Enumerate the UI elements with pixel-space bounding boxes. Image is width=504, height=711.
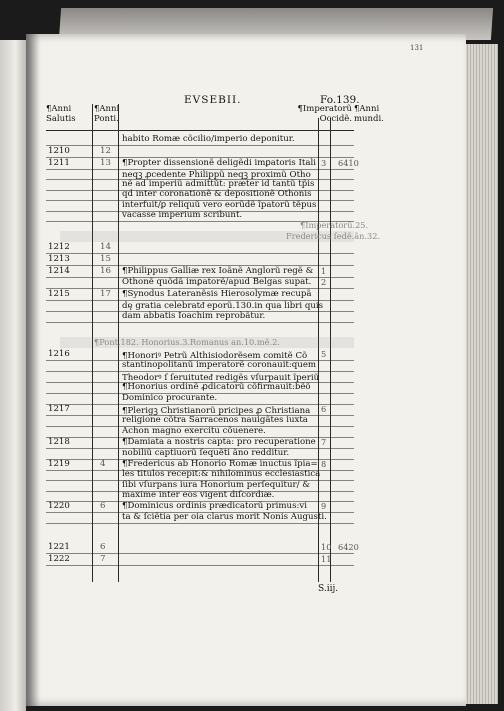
row-text: dam abbatis Ioachim reprobãtur. <box>122 311 266 321</box>
row-pontiff-year: 4 <box>100 459 106 469</box>
row-text: ſibi vſurpans iura Honorium perſequitur/ & <box>122 480 310 490</box>
fredericus-margin-note: Fredericus ſedẽ.ãn.32. <box>286 231 381 241</box>
row-year: 1220 <box>48 501 70 511</box>
row-text: stantinopolitanũ imperatorẽ coronauit:quem <box>122 360 317 370</box>
row-text: ¶Philippus Galliæ rex Ioãnẽ Anglorũ regẽ & <box>122 266 314 276</box>
row-rule <box>46 221 354 222</box>
row-pontiff-year: 6 <box>100 542 106 552</box>
row-text: religione cõtra Sarracenos nauigãtes iuxta <box>122 415 308 425</box>
row-year: 1213 <box>48 254 70 264</box>
row-emperor-year: 9 <box>321 501 327 511</box>
row-pontiff-year: 14 <box>100 242 111 252</box>
row-text: Theodorꝰ ſ ſeruituteᵭ redigẽs vſurpauit ĩperiũ <box>122 373 320 383</box>
row-pontiff-year: 12 <box>100 146 111 156</box>
facing-page-edge <box>0 40 26 711</box>
row-emperor-year: 7 <box>321 437 327 447</box>
pontifex-margin-note: ¶Pont.182. Honorius.3.Romanus an.10.mẽ.2. <box>94 337 280 347</box>
row-emperor-year: 6 <box>321 404 327 414</box>
row-text: maxime inter eos vigent diſcordiæ. <box>122 490 275 500</box>
row-year: 1221 <box>48 542 70 552</box>
row-year: 1218 <box>48 437 70 447</box>
row-text: qd inter coronationẽ & depositionẽ Othonis <box>122 189 312 199</box>
row-text: Dominico procurante. <box>122 393 218 403</box>
row-rule <box>46 145 354 146</box>
row-year: 1217 <box>48 404 70 414</box>
row-year: 1214 <box>48 266 70 276</box>
column-head-anni-ponti: ¶Anni Ponti. <box>94 104 120 124</box>
row-text: ¶Synodus Lateranẽsis Hierosolymæ recupã <box>122 289 312 299</box>
column-head-imperatorum: ¶Imperatorũ Occidẽ. <box>297 104 352 124</box>
row-text: ta & ſciẽtia per oia clarus morit Nonis Augusti. <box>122 512 327 522</box>
rule-under-heading <box>46 130 354 131</box>
corner-number: 131 <box>410 44 424 52</box>
row-pontiff-year: 17 <box>100 289 111 299</box>
row-rule <box>46 565 354 566</box>
row-text: Achon magno exercitu cõuenere. <box>122 426 266 436</box>
row-emperor-year: 8 <box>321 459 327 469</box>
row-year: 1210 <box>48 146 70 156</box>
row-text: interfuit/ꝑ reliquũ vero eorũdẽ ĩpatorũ tẽpus <box>122 200 317 210</box>
book-fore-edge <box>462 44 498 704</box>
row-text: Othonẽ quõdã imꝑatorẽ/apud Belgas supat. <box>122 277 312 287</box>
row-pontiff-year: 13 <box>100 158 111 168</box>
row-year: 1219 <box>48 459 70 469</box>
row-text: les titulos recepit:& nihilominus ecclesiastica <box>122 469 321 479</box>
row-text: vacasse imperium scribunt. <box>122 210 243 220</box>
row-pontiff-year: 16 <box>100 266 111 276</box>
row-text: dę gratia celebratᵭ eporũ.130.in qua libri quis <box>122 301 324 311</box>
row-rule <box>46 523 354 524</box>
spine-shadow <box>26 34 40 706</box>
row-text: ¶Plerigꝫ Christianorũ pricipes ꝓ Christiana <box>122 406 311 416</box>
row-text: neqꝫ ꝓcedente Philippũ neqꝫ proximũ Otho <box>122 170 311 180</box>
row-emperor-year: 10 <box>321 542 332 552</box>
row-text: ¶Fredericus ab Honorio Romæ inuctus ĩpia= <box>122 459 318 469</box>
row-year: 1216 <box>48 349 70 359</box>
row-text: habito Romæ cõcilio/imperio deponitur. <box>122 134 295 144</box>
row-rule <box>46 553 354 554</box>
row-text: ¶Dominicus ordinis prædicatorũ primus:vi <box>122 501 307 511</box>
row-text: nẽ ad imperiũ admittũt: præter id tantũ tp̃is <box>122 179 315 189</box>
row-emperor-year: 2 <box>321 277 327 287</box>
row-text: ¶Damiata a nostris capta: pro recuperatione <box>122 437 316 447</box>
row-year: 1215 <box>48 289 70 299</box>
row-pontiff-year: 7 <box>100 554 106 564</box>
row-pontiff-year: 15 <box>100 254 111 264</box>
row-world-year: 6420 <box>338 542 359 552</box>
running-title: EVSEBII. <box>184 94 242 106</box>
row-world-year: 6410 <box>338 158 359 168</box>
row-text: nobiliũ captiuorũ ſequẽti ãno redditur. <box>122 448 290 458</box>
row-pontiff-year: 6 <box>100 501 106 511</box>
folio-number: Fo.139. <box>320 94 360 106</box>
row-rule <box>46 253 354 254</box>
imperatorum-margin-note: ¶Imperatorũ.25. <box>300 220 369 230</box>
row-text: ¶Honorius ordinẽ ꝓdicatorũ cõfirmauit:bẽõ <box>122 382 311 392</box>
row-emperor-year: 5 <box>321 349 327 359</box>
row-text: ¶Propter dissensionẽ deligẽdi imꝑatoris Itali <box>122 158 317 168</box>
column-head-anni-salutis: ¶Anni Salutis <box>46 104 76 124</box>
row-year: 1211 <box>48 158 70 168</box>
row-emperor-year: 1 <box>321 266 327 276</box>
signature-mark: S.iij. <box>318 584 339 594</box>
row-text: ¶Honoriꝰ Petrũ Althisiodorẽsem comitẽ Cõ <box>122 351 308 361</box>
row-emperor-year: 11 <box>321 554 332 564</box>
row-rule <box>46 322 354 323</box>
row-year: 1212 <box>48 242 70 252</box>
row-emperor-year: 3 <box>321 158 327 168</box>
column-head-anni-mundi: ¶Anni mundi. <box>354 104 384 124</box>
row-year: 1222 <box>48 554 70 564</box>
